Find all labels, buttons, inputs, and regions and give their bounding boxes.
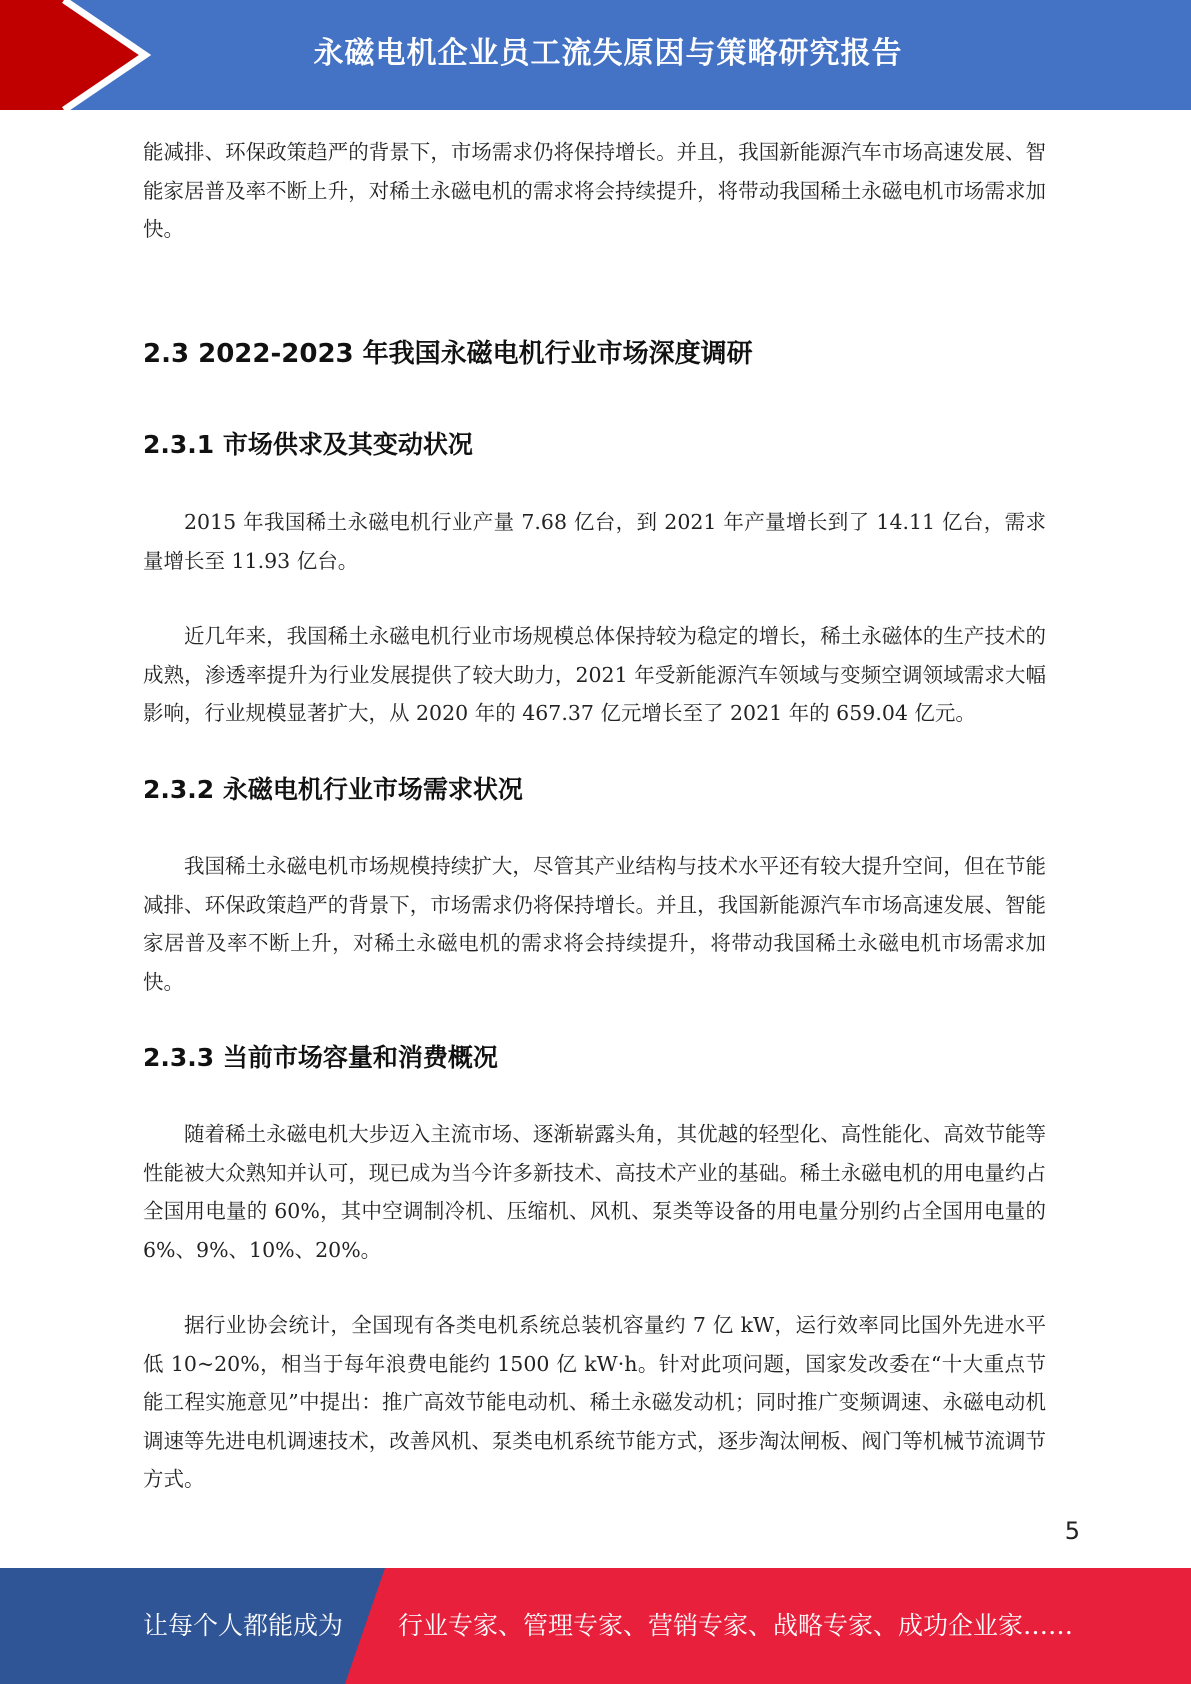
section-2-3-2-heading: 2.3.2 永磁电机行业市场需求状况 bbox=[143, 775, 523, 804]
page-footer bbox=[0, 1568, 1191, 1684]
page-header bbox=[0, 0, 1191, 110]
page-number: 5 bbox=[1064, 1517, 1080, 1545]
footer-slogan-right: 行业专家、管理专家、营销专家、战略专家、成功企业家…… bbox=[398, 1611, 1074, 1640]
section-2-3-heading: 2.3 2022-2023 年我国永磁电机行业市场深度调研 bbox=[143, 339, 753, 369]
section-2-3-3-heading: 2.3.3 当前市场容量和消费概况 bbox=[143, 1043, 498, 1072]
section-2-3-1-paragraph-2: 近几年来，我国稀土永磁电机行业市场规模总体保持较为稳定的增长，稀土永磁体的生产技术的成熟，渗透率提升为行业发展提供了较大助力，2021 年受新能源汽车领域与变频空调领域需求大幅影响，行业规模显著扩大，从 2020 年的 467.37 亿元增长至了 2021 年的 659.04 亿元。 bbox=[143, 624, 1046, 725]
section-2-3-1-heading: 2.3.1 市场供求及其变动状况 bbox=[143, 430, 473, 459]
section-2-3-1-paragraph-1: 2015 年我国稀土永磁电机行业产量 7.68 亿台，到 2021 年产量增长到了 14.11 亿台，需求量增长至 11.93 亿台。 bbox=[143, 510, 1046, 573]
section-2-3-3-paragraph-1: 随着稀土永磁电机大步迈入主流市场、逐渐崭露头角，其优越的轻型化、高性能化、高效节能等性能被大众熟知并认可，现已成为当今许多新技术、高技术产业的基础。稀土永磁电机的用电量约占全国用电量的 60%，其中空调制冷机、压缩机、风机、泵类等设备的用电量分别约占全国用电量的 6%、9%、10%、20%。 bbox=[143, 1122, 1046, 1262]
footer-slogan-left: 让每个人都能成为 bbox=[143, 1611, 344, 1640]
section-2-3-3-paragraph-2: 据行业协会统计，全国现有各类电机系统总装机容量约 7 亿 kW，运行效率同比国外先进水平低 10~20%，相当于每年浪费电能约 1500 亿 kW·h。针对此项问题，国家发改委在“十大重点节能工程实施意见”中提出：推广高效节能电动机、稀土永磁发动机；同时推广变频调速、永磁电动机调速等先进电机调速技术，改善风机、泵类电机系统节能方式，逐步淘汰闸板、阀门等机械节流调节方式。 bbox=[143, 1313, 1046, 1491]
intro-paragraph: 能减排、环保政策趋严的背景下，市场需求仍将保持增长。并且，我国新能源汽车市场高速发展、智能家居普及率不断上升，对稀土永磁电机的需求将会持续提升，将带动我国稀土永磁电机市场需求加快。 bbox=[143, 140, 1046, 241]
section-2-3-2-paragraph-1: 我国稀土永磁电机市场规模持续扩大，尽管其产业结构与技术水平还有较大提升空间，但在节能减排、环保政策趋严的背景下，市场需求仍将保持增长。并且，我国新能源汽车市场高速发展、智能家居普及率不断上升，对稀土永磁电机的需求将会持续提升，将带动我国稀土永磁电机市场需求加快。 bbox=[143, 854, 1046, 994]
header-title: 永磁电机企业员工流失原因与策略研究报告 bbox=[313, 36, 903, 71]
